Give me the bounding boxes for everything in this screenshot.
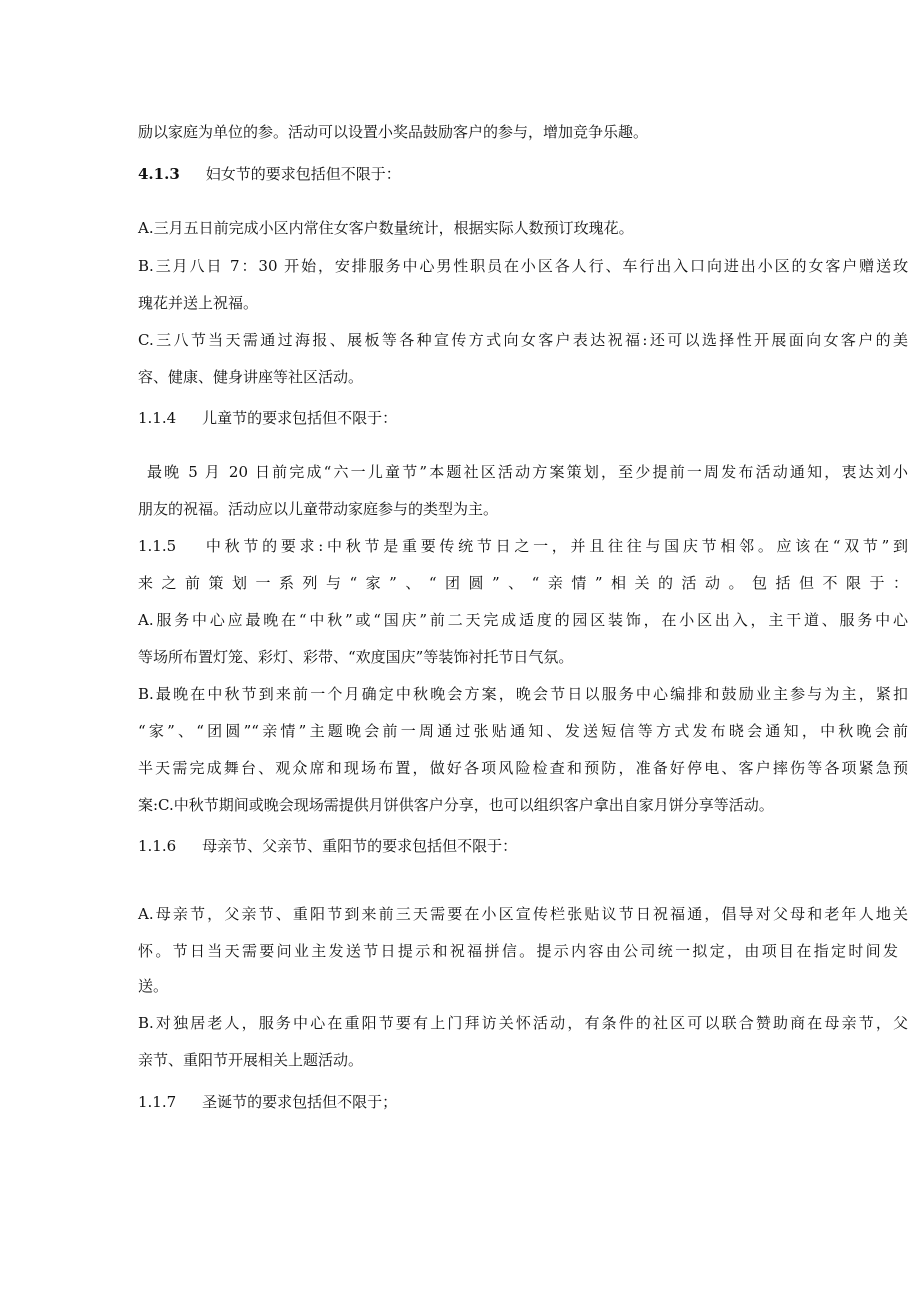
family-a-line: 怀。节日当天需要问业主发送节日提示和祝福拼信。提示内容由公司统一拟定，由项目在指定时间发 (138, 942, 898, 960)
mid-autumn-a-line: A.服务中心应最晚在“中秋”或“国庆”前二天完成适度的园区装饰，在小区出入，主干道、服务中心 (138, 611, 908, 629)
heading-1-1-5 (138, 536, 908, 556)
heading-text: 妇女节的要求包括但不限于： (205, 165, 401, 183)
item-b-line: B.三月八日 7：30 开始，安排服务中心男性职员在小区各人行、车行出入口向进出小区的女客户赠送玫 (138, 257, 908, 275)
heading-number: 4.1.3 (138, 165, 180, 183)
paragraph-line: 朋友的祝福。活动应以儿童带动家庭参与的类型为主。 (138, 500, 499, 518)
heading-number: 1.1.7 (138, 1093, 177, 1111)
item-a-line: A.三月五日前完成小区内常住女客户数量统计，根据实际人数预订玫瑰花。 (138, 219, 634, 237)
item-b-line: 瑰花并送上祝福。 (138, 294, 259, 312)
item-c-line: C.三八节当天需通过海报、展板等各种宣传方式向女客户表达祝福:还可以选择性开展面向女客户的美 (138, 331, 908, 349)
heading-number: 1.1.5 (138, 537, 177, 555)
heading-text: 圣诞节的要求包括但不限于； (202, 1093, 398, 1111)
paragraph-line: 最晚 5 月 20 日前完成“六一儿童节”本题社区活动方案策划，至少提前一周发布活动通知，衷达刘小 (147, 463, 908, 481)
mid-autumn-b-line: 半天需完成舞台、观众席和现场布置，做好各项风险检查和预防，准备好停电、客户摔伤等各项紧急预 (138, 759, 908, 777)
heading-4-1-3 (138, 164, 401, 184)
heading-1-1-7 (138, 1092, 397, 1112)
mid-autumn-b-line: “家”、“团圆”“亲情”主题晚会前一周通过张贴通知、发送短信等方式发布晓会通知，中秋晚会前 (138, 722, 908, 740)
heading-text: 母亲节、父亲节、重阳节的要求包括但不限于： (202, 837, 518, 855)
heading-continuation: 来之前策划一系列与“家”、“团圆”、“亲情”相关的活动。包括但不限于： (138, 574, 908, 592)
heading-text: 儿童节的要求包括但不限于： (202, 409, 398, 427)
family-b-line: B.对独居老人，服务中心在重阳节要有上门拜访关怀活动，有条件的社区可以联合赞助商在母亲节，父 (138, 1014, 908, 1032)
mid-autumn-b-line: 案:C.中秋节期间或晚会现场需提供月饼供客户分享，也可以组织客户拿出自家月饼分享等活动。 (138, 796, 774, 814)
family-a-line: 送。 (138, 977, 169, 995)
heading-text: 中秋节的要求:中秋节是重要传统节日之一，并且往往与国庆节相邻。应该在“双节”到 (202, 537, 908, 555)
heading-1-1-4 (138, 408, 397, 428)
heading-number: 1.1.4 (138, 409, 177, 427)
heading-1-1-6 (138, 836, 517, 856)
family-b-line: 亲节、重阳节开展相关上题活动。 (138, 1051, 364, 1069)
family-a-line: A.母亲节，父亲节、重阳节到来前三天需要在小区宣传栏张贴议节日祝福通，倡导对父母和老年人地关 (138, 905, 908, 923)
heading-number: 1.1.6 (138, 837, 177, 855)
item-c-line: 容、健康、健身讲座等社区活动。 (138, 368, 364, 386)
mid-autumn-a-line: 等场所布置灯笼、彩灯、彩带、“欢度国庆”等装饰衬托节日气氛。 (138, 648, 574, 666)
mid-autumn-b-line: B.最晚在中秋节到来前一个月确定中秋晚会方案，晚会节日以服务中心编排和鼓励业主参与为主，紧扣 (138, 685, 908, 703)
paragraph-line: 励以家庭为单位的参。活动可以设置小奖品鼓励客户的参与，增加竞争乐趣。 (138, 123, 649, 141)
